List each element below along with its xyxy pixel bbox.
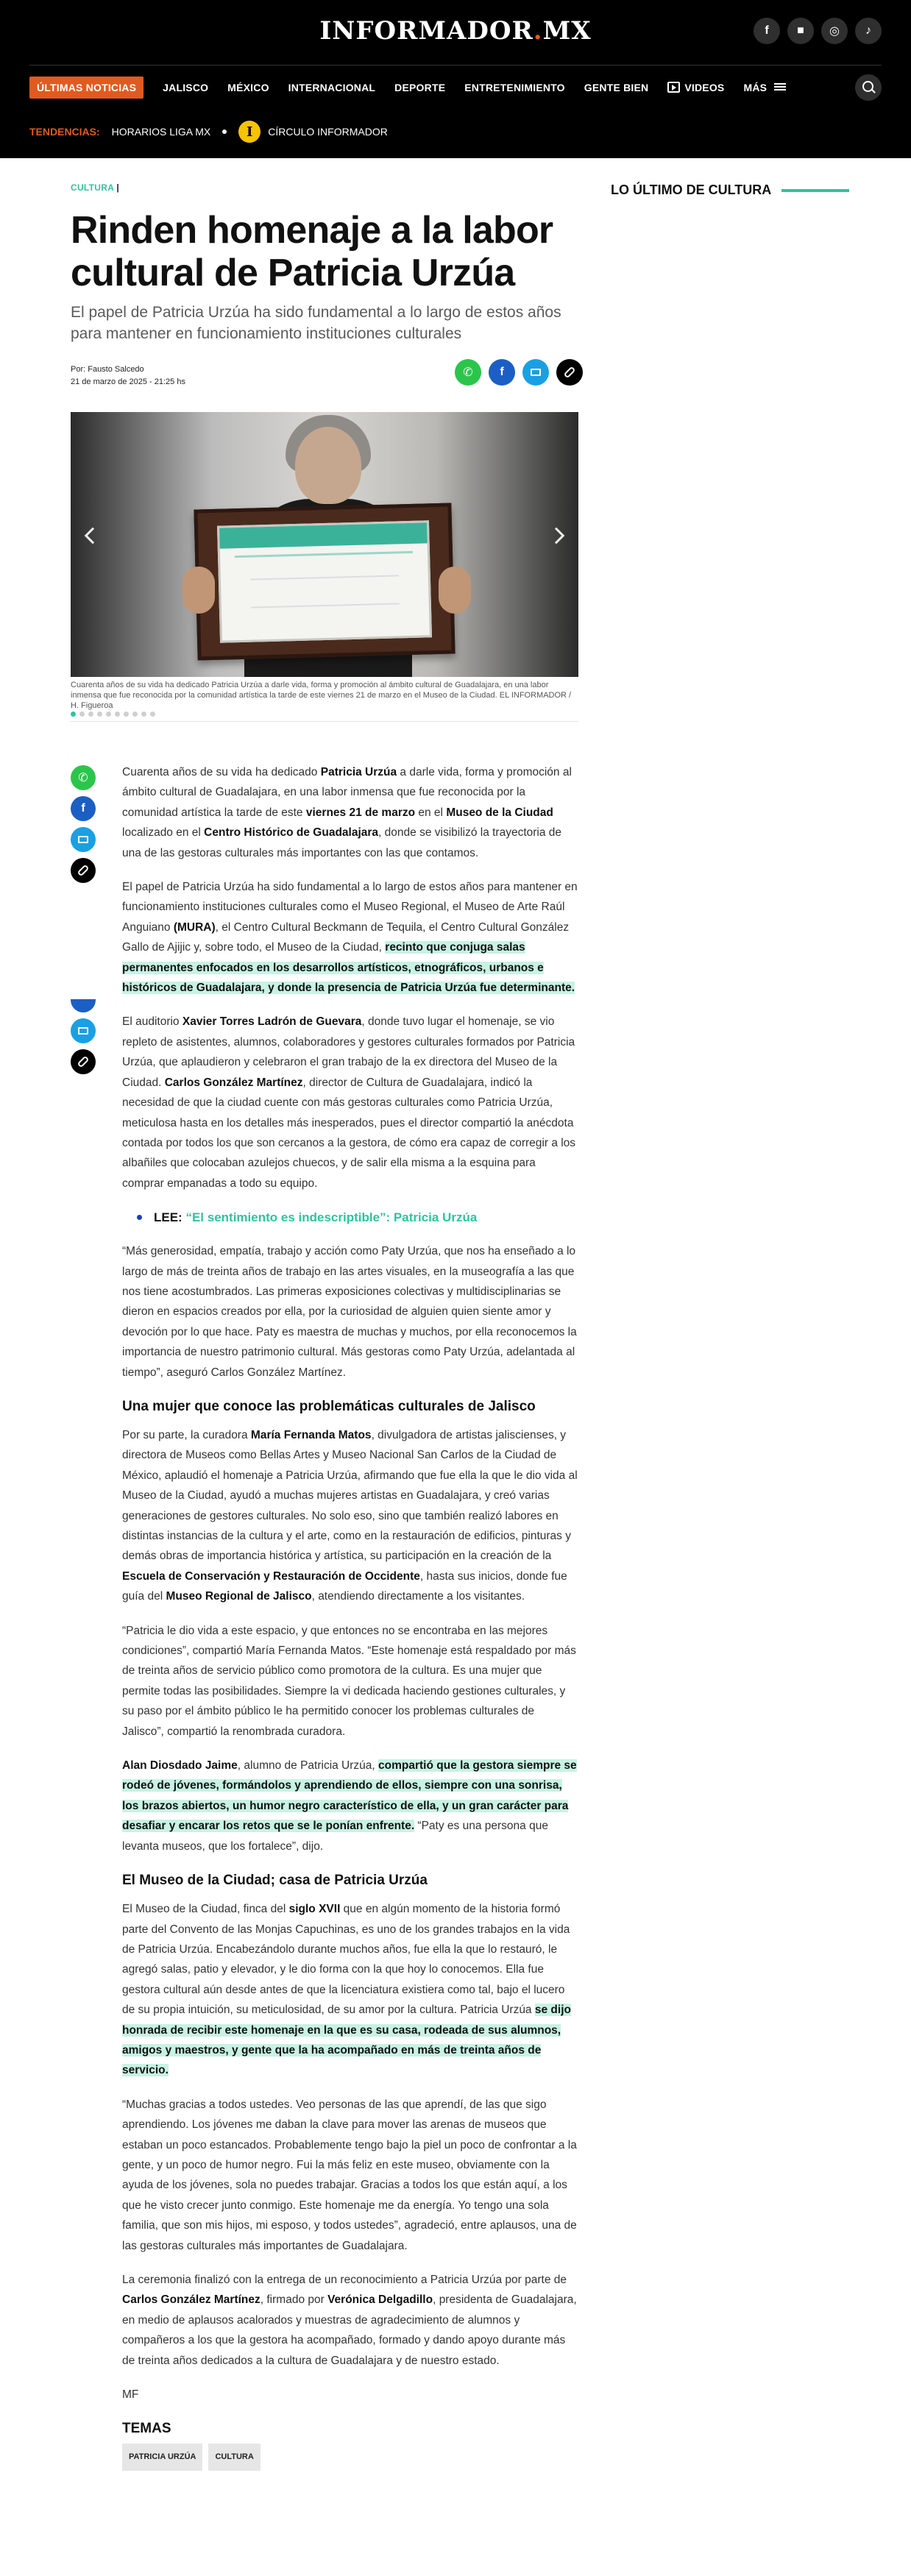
author-signature: MF — [122, 2388, 139, 2402]
paragraph: “Muchas gracias a todos ustedes. Veo personas de las que aprendí, de las que sigo aprendiendo. Los jóvenes me daban la clave para mover las arenas de museos que estaban un poco estancados. Probablemente tengo bajo la piel un poco de confrontar a la gente, y un poco de humor negro. Fui la más feliz en este museo, obviamente con la ayuda de los jóvenes, sola no puedes trabajar. Gracias a todos los que están aquí, a los que he visto crecer junto conmigo. Este homenaje me da energía. Yo tengo una sola familia, que son mis hijos, mi esposo, y todos ustedes”, agradeció, entre aplausos, una de las gestoras culturales más importantes de Guadalajara. — [122, 2098, 577, 2252]
trend-liga-mx[interactable]: HORARIOS LIGA MX — [111, 126, 211, 138]
sidebar-accent-rule — [781, 189, 849, 192]
certificate-lines — [250, 575, 400, 608]
article-body — [122, 762, 578, 2471]
section-tag[interactable]: CULTURA | — [71, 182, 119, 193]
tiktok-icon[interactable]: ♪ — [855, 18, 882, 44]
hero-certificate — [217, 520, 432, 642]
mail-icon — [78, 836, 88, 843]
highlighted-text: se dijo honrada de recibir este homenaje en la que es su casa, rodeada de sus alumnos, amigos y maestros, y gente que la ha acompañado en más de treinta años de servicio. — [122, 2004, 571, 2077]
carousel-dot[interactable] — [115, 712, 120, 717]
subheading: El Museo de la Ciudad; casa de Patricia Urzúa — [122, 1873, 428, 1889]
hero-figure-head — [295, 427, 361, 504]
hero-image[interactable] — [71, 412, 578, 677]
search-icon[interactable] — [855, 74, 882, 101]
author[interactable]: Por: Fausto Salcedo — [71, 365, 144, 374]
carousel-prev-icon[interactable] — [85, 528, 102, 544]
facebook-share-button[interactable] — [71, 999, 96, 1012]
share-rail-sticky — [71, 999, 96, 1074]
nav-mexico[interactable]: MÉXICO — [227, 82, 269, 93]
video-play-icon — [667, 82, 680, 93]
read-also-link[interactable]: LEE: “El sentimiento es indescriptible”: Patricia Urzúa — [137, 1207, 578, 1227]
paragraph: El Museo de la Ciudad, finca del siglo XVII que en algún momento de la historia formó parte del Convento de las Monjas Capuchinas, es uno de los grandes trabajos en la vida de Patricia Urzúa. Encabezándolo durante muchos años, fue ella la que lo restauró, le agregó salas, patio y elevador, y le dio forma con la que hoy lo conocemos. Ella fue gestora cultural aún desde antes de que la licenciatura existiera como tal, bajo el lucero de su propia intuición, su meticulosidad, de su amor por la cultura. Patricia Urzúa se dijo honrada de recibir este homenaje en la que es su casa, rodeada de sus alumnos, amigos y maestros, y gente que la ha acompañado en más de treinta años de servicio. — [122, 1903, 571, 2077]
carousel-dot[interactable] — [97, 712, 102, 717]
paragraph: “Patricia le dio vida a este espacio, y que entonces no se encontraba en las mejores condiciones”, compartió María Fernanda Matos. “Este homenaje está respaldado por más de treinta años de servicio público como promotora de la cultura. Es una mujer que permite todas las posibilidades. Siempre la vi dedicada haciendo gestiones culturales, y su paso por el ámbito público le ha permitido conocer los problemas culturales de Jalisco”, compartió la renombrada curadora. — [122, 1624, 576, 1738]
instagram-icon[interactable]: ◎ — [821, 18, 848, 44]
copy-link-button[interactable] — [71, 1049, 96, 1074]
carousel-dot[interactable] — [71, 712, 76, 717]
subheading: Una mujer que conoce las problemáticas culturales de Jalisco — [122, 1398, 536, 1414]
paragraph: La ceremonia finalizó con la entrega de un reconocimiento a Patricia Urzúa por parte de Carlos González Martínez, firmado por Verónica Delgadillo, presidenta de Guadalajara, en medio de aplausos acalorados y muestras de agradecimiento de alumnos y compañeros a los que la gestora ha acompañado, formado y dando apoyo durante más de treinta años dedicados a la cultura de Guadalajara y de nuestro estado. — [122, 2274, 577, 2367]
nav-videos-label: VIDEOS — [684, 82, 725, 93]
carousel-dot[interactable] — [141, 712, 146, 717]
carousel-next-icon[interactable] — [548, 528, 565, 544]
link-icon — [77, 1056, 90, 1068]
facebook-icon[interactable]: f — [754, 18, 780, 44]
site-logo[interactable]: INFORMADOR.MX — [319, 16, 592, 46]
whatsapp-icon: ✆ — [78, 772, 88, 784]
highlighted-text: compartió que la gestora siempre se rodeó de jóvenes, formándolos y aprendiendo de ellos, siempre con una sonrisa, los brazos abiertos, un humor negro característico de ella, y un gran carácter para desafiar y encarar los retos que se le ponían enfrente. — [122, 1759, 577, 1833]
trend-separator — [222, 129, 227, 134]
whatsapp-share-button[interactable] — [71, 765, 96, 790]
carousel-dots — [71, 712, 155, 717]
trends-bar — [29, 121, 388, 143]
hero-hand-right — [439, 567, 471, 614]
paragraph: Por su parte, la curadora María Fernanda Matos, divulgadora de artistas jaliscienses, y directora de Museos como Bellas Artes y Museo Nacional San Carlos de la Ciudad de México, aplaudió el homenaje a Patricia Urzúa, afirmando que fue ella la que le dio vida al Museo de la Ciudad, ayudó a muchas mujeres artistas en Guadalajara, y creó varias generaciones de gestores culturales. No solo eso, sino que también realizó labores en distintas instancias de la cultura y el arte, como en la restauración de edificios, pinturas y demás obras de importancia histórica y artística, su participación en la creación de la Escuela de Conservación y Restauración de Occidente, hasta sus inicios, donde fue guía del Museo Regional de Jalisco, atendiendo directamente a los visitantes. — [122, 1428, 578, 1603]
nav-videos[interactable] — [667, 82, 724, 93]
sidebar-title: LO ÚLTIMO DE CULTURA — [611, 182, 772, 197]
carousel-dot[interactable] — [106, 712, 111, 717]
nav-deporte[interactable]: DEPORTE — [394, 82, 446, 93]
mail-icon — [531, 369, 541, 376]
topics-title: TEMAS — [122, 2421, 171, 2437]
trends-label: TENDENCIAS: — [29, 126, 100, 138]
carousel-dot[interactable] — [124, 712, 129, 717]
share-rail — [71, 765, 96, 883]
social-links — [754, 18, 882, 44]
publish-date: 21 de marzo de 2025 - 21:25 hs — [71, 377, 185, 386]
mail-icon — [78, 1027, 88, 1035]
paragraph: Alan Diosdado Jaime, alumno de Patricia Urzúa, compartió que la gestora siempre se rodeó de jóvenes, formándolos y aprendiendo de ellos, siempre con una sonrisa, los brazos abiertos, un humor negro característico de ella, y un gran carácter para desafiar y encarar los retos que se le ponían enfrente. “Paty es una persona que levanta museos, que los fortalece”, dijo. — [122, 1759, 577, 1853]
paragraph: El papel de Patricia Urzúa ha sido fundamental a lo largo de estos años para mantener en funcionamiento instituciones culturales como el Museo Regional, el Museo de Arte Raúl Anguiano (MURA), el Centro Cultural Beckmann de Tequila, el Centro Cultural González Gallo de Ajijic y, sobre todo, el Museo de la Ciudad, recinto que conjuga salas permanentes enfocados en los desarrollos artísticos, etnográficos, urbanos e históricos de Guadalajara, y donde la presencia de Patricia Urzúa fue determinante. — [122, 881, 578, 995]
nav-mas-label: MÁS — [743, 82, 768, 93]
tag-patricia-urzua[interactable]: PATRICIA URZÚA — [122, 2444, 202, 2471]
link-icon — [77, 865, 90, 877]
whatsapp-icon: ✆ — [463, 366, 473, 379]
carousel-dot[interactable] — [79, 712, 85, 717]
hero-divider — [71, 721, 578, 722]
article-subtitle: El papel de Patricia Urzúa ha sido fundamental a lo largo de estos años para mantener en funcionamiento instituciones culturales — [71, 304, 561, 342]
main-nav — [29, 77, 786, 99]
copy-link-button[interactable] — [556, 359, 583, 386]
hero-certificate-frame — [194, 503, 455, 660]
nav-jalisco[interactable]: JALISCO — [163, 82, 209, 93]
share-buttons-top — [455, 359, 583, 386]
highlighted-text: recinto que conjuga salas permanentes enfocados en los desarrollos artísticos, etnográficos, urbanos e históricos de Guadalajara, y donde la presencia de Patricia Urzúa fue determinante. — [122, 941, 575, 995]
carousel-dot[interactable] — [132, 712, 138, 717]
paragraph: Cuarenta años de su vida ha dedicado Patricia Urzúa a darle vida, forma y promoción al ámbito cultural de Guadalajara, en una labor inmensa que fue reconocida por la comunidad artística la tarde de este viernes 21 de marzo en el Museo de la Ciudad localizado en el Centro Histórico de Guadalajara, donde se visibilizó la trayectoria de una de las gestoras culturales más importantes con las que contamos. — [122, 766, 572, 859]
nav-mas[interactable] — [743, 82, 786, 93]
nav-ultimas-noticias[interactable]: ÚLTIMAS NOTICIAS — [29, 77, 143, 99]
carousel-dot[interactable] — [88, 712, 93, 717]
byline — [71, 363, 185, 388]
facebook-icon: f — [500, 366, 504, 378]
site-header — [0, 0, 911, 158]
certificate-stripe — [235, 551, 413, 558]
carousel-dot[interactable] — [150, 712, 155, 717]
hero-hand-left — [182, 567, 215, 614]
topic-tags — [122, 2444, 578, 2471]
tag-cultura[interactable]: CULTURA — [208, 2444, 260, 2471]
facebook-icon: f — [81, 802, 85, 815]
read-also-title[interactable]: “El sentimiento es indescriptible”: Patricia Urzúa — [185, 1210, 478, 1225]
paragraph: “Más generosidad, empatía, trabajo y acción como Paty Urzúa, que nos ha enseñado a lo largo de más de treinta años de trabajo en las artes visuales, en la museografía a las que nos tiene acostumbrados. Las primeras exposiciones colectivas y multidisciplinarias se dieron en espacios creados por ella, por la curiosidad de alguien quien siente amor y devoción por lo que hace. Paty es maestra de muchas y muchos, por ella reconocemos la importancia de nuestro patrimonio cultural. Más gestoras como Paty Urzúa, adelantada al tiempo”, aseguró Carlos González Martínez. — [122, 1245, 577, 1379]
paragraph: El auditorio Xavier Torres Ladrón de Guevara, donde tuvo lugar el homenaje, se vio repleto de asistentes, alumnos, colaboradores y gestores culturales formados por Patricia Urzúa, que aplaudieron y celebraron el gran trabajo de la ex directora del Museo de la Ciudad. Carlos González Martínez, director de Cultura de Guadalajara, indicó la necesidad de que la ciudad cuente con más gestoras culturales como Patricia Urzúa, meticulosa hasta en los detalles más inesperados, pues el director compartió la anécdota contada por todos los que son cercanos a la gestora, de cómo era capaz de corregir a los albañiles que colocaban azulejos chuecos, y de salir ella misma a la esquina para comprar empanadas a todo su equipo. — [122, 1015, 576, 1190]
article-title: Rinden homenaje a la labor cultural de Patricia Urzúa — [71, 209, 553, 294]
x-icon[interactable]: ■ — [787, 18, 814, 44]
trend-circulo-informador[interactable]: CÍRCULO INFORMADOR — [268, 126, 388, 138]
image-caption: Cuarenta años de su vida ha dedicado Patricia Urzúa a darle vida, forma y promoción al ámbito cultural de Guadalajara, en una labor inmensa que fue reconocida por la comunidad artística la tarde de este viernes 21 de marzo en el Museo de la Ciudad. EL INFORMADOR / H. Figueroa — [71, 681, 572, 710]
email-share-button[interactable] — [522, 359, 549, 386]
whatsapp-share-button[interactable] — [455, 359, 481, 386]
facebook-share-button[interactable] — [489, 359, 515, 386]
email-share-button[interactable] — [71, 827, 96, 852]
email-share-button[interactable] — [71, 1018, 96, 1043]
copy-link-button[interactable] — [71, 858, 96, 883]
nav-internacional[interactable]: INTERNACIONAL — [288, 82, 376, 93]
menu-icon — [774, 83, 786, 91]
facebook-share-button[interactable] — [71, 796, 96, 821]
link-icon — [564, 366, 576, 379]
certificate-band — [219, 522, 428, 548]
nav-entretenimiento[interactable]: ENTRETENIMIENTO — [464, 82, 565, 93]
nav-gente-bien[interactable]: GENTE BIEN — [584, 82, 649, 93]
circulo-informador-icon: I — [238, 121, 260, 143]
